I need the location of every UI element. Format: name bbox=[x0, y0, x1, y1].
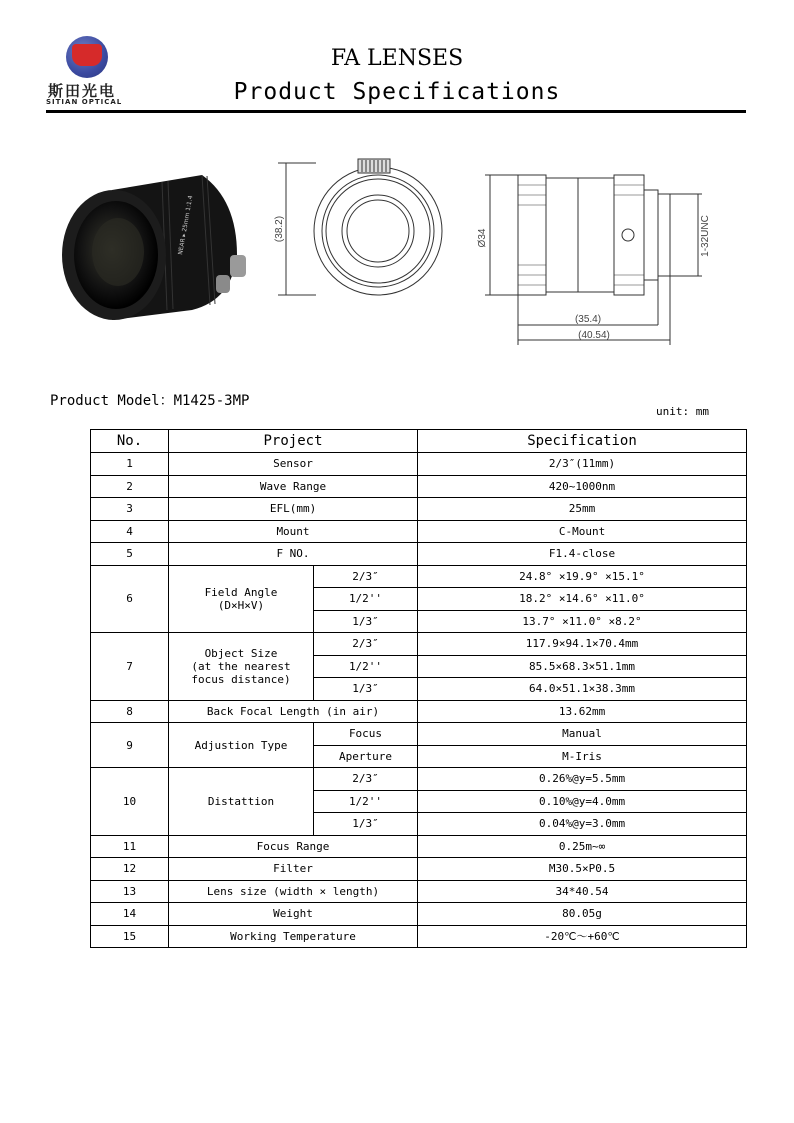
row-no: 3 bbox=[91, 498, 169, 521]
row-spec: Manual bbox=[418, 723, 747, 746]
page-title: FA LENSES bbox=[330, 46, 464, 71]
row-project: Lens size (width × length) bbox=[169, 880, 418, 903]
row-project: Focus Range bbox=[169, 835, 418, 858]
row-no: 10 bbox=[91, 768, 169, 836]
table-row bbox=[91, 475, 747, 498]
row-no: 4 bbox=[91, 520, 169, 543]
header-no: No. bbox=[91, 430, 169, 453]
svg-text:NEAR ▸ 25mm 1:1.4: NEAR ▸ 25mm 1:1.4 bbox=[177, 195, 195, 256]
row-spec: 85.5×68.3×51.1mm bbox=[418, 655, 747, 678]
header-specification: Specification bbox=[418, 430, 747, 453]
table-row bbox=[91, 700, 747, 723]
row-spec: 0.04%@y=3.0mm bbox=[418, 813, 747, 836]
row-spec: 13.7° ×11.0° ×8.2° bbox=[418, 610, 747, 633]
table-row bbox=[91, 903, 747, 926]
row-no: 15 bbox=[91, 925, 169, 948]
table-row bbox=[91, 453, 747, 476]
row-sub-label: 2/3″ bbox=[314, 565, 418, 588]
row-no: 12 bbox=[91, 858, 169, 881]
row-project: EFL(mm) bbox=[169, 498, 418, 521]
spec-table bbox=[90, 429, 747, 948]
table-row bbox=[91, 768, 747, 791]
table-row bbox=[91, 925, 747, 948]
side-view-drawing bbox=[470, 150, 720, 350]
row-no: 14 bbox=[91, 903, 169, 926]
row-spec: 24.8° ×19.9° ×15.1° bbox=[418, 565, 747, 588]
row-project: Wave Range bbox=[169, 475, 418, 498]
row-spec: 64.0×51.1×38.3mm bbox=[418, 678, 747, 701]
table-row bbox=[91, 858, 747, 881]
row-project: Object Size (at the nearest focus distance) bbox=[169, 633, 314, 701]
row-no: 1 bbox=[91, 453, 169, 476]
page-subtitle: Product Specifications bbox=[233, 79, 561, 105]
row-spec: M-Iris bbox=[418, 745, 747, 768]
row-spec: 0.25m~∞ bbox=[418, 835, 747, 858]
row-project: Filter bbox=[169, 858, 418, 881]
row-no: 8 bbox=[91, 700, 169, 723]
table-row bbox=[91, 880, 747, 903]
table-row bbox=[91, 565, 747, 588]
table-row bbox=[91, 520, 747, 543]
row-no: 6 bbox=[91, 565, 169, 633]
row-sub-label: 2/3″ bbox=[314, 633, 418, 656]
table-row bbox=[91, 633, 747, 656]
table-row bbox=[91, 498, 747, 521]
row-sub-label: 1/2'' bbox=[314, 790, 418, 813]
row-no: 5 bbox=[91, 543, 169, 566]
unit-label: unit: mm bbox=[656, 405, 709, 418]
header-project: Project bbox=[169, 430, 418, 453]
table-row bbox=[91, 835, 747, 858]
row-spec: 117.9×94.1×70.4mm bbox=[418, 633, 747, 656]
row-project: Working Temperature bbox=[169, 925, 418, 948]
row-sub-label: 2/3″ bbox=[314, 768, 418, 791]
row-sub-label: Aperture bbox=[314, 745, 418, 768]
row-spec: 0.26%@y=5.5mm bbox=[418, 768, 747, 791]
row-spec: 34*40.54 bbox=[418, 880, 747, 903]
row-spec: -20℃～+60℃ bbox=[418, 925, 747, 948]
row-spec: 80.05g bbox=[418, 903, 747, 926]
table-row bbox=[91, 723, 747, 746]
row-sub-label: 1/3″ bbox=[314, 610, 418, 633]
row-spec: 18.2° ×14.6° ×11.0° bbox=[418, 588, 747, 611]
row-spec: 2/3″(11mm) bbox=[418, 453, 747, 476]
row-spec: C-Mount bbox=[418, 520, 747, 543]
length-b-dim: (40.54) bbox=[578, 330, 610, 341]
row-spec: 25mm bbox=[418, 498, 747, 521]
product-model: Product Model：M1425-3MP bbox=[50, 393, 250, 409]
row-sub-label: Focus bbox=[314, 723, 418, 746]
row-sub-label: 1/3″ bbox=[314, 813, 418, 836]
row-no: 11 bbox=[91, 835, 169, 858]
row-no: 7 bbox=[91, 633, 169, 701]
row-spec: 420~1000nm bbox=[418, 475, 747, 498]
row-spec: F1.4-close bbox=[418, 543, 747, 566]
logo-name-en: SITIAN OPTICAL bbox=[46, 98, 123, 106]
lens-photo bbox=[52, 160, 252, 340]
table-header-row bbox=[91, 430, 747, 453]
row-project: Sensor bbox=[169, 453, 418, 476]
table-row bbox=[91, 543, 747, 566]
row-spec: 0.10%@y=4.0mm bbox=[418, 790, 747, 813]
row-project: Mount bbox=[169, 520, 418, 543]
front-height-dim: (38.2) bbox=[274, 215, 285, 243]
row-spec: 13.62mm bbox=[418, 700, 747, 723]
row-project: Adjustion Type bbox=[169, 723, 314, 768]
row-no: 2 bbox=[91, 475, 169, 498]
front-view-drawing bbox=[268, 155, 458, 300]
row-project: Weight bbox=[169, 903, 418, 926]
row-project: Distattion bbox=[169, 768, 314, 836]
row-no: 9 bbox=[91, 723, 169, 768]
length-a-dim: (35.4) bbox=[574, 314, 602, 325]
thread-dim: 1-32UNC bbox=[700, 215, 711, 257]
row-project: Field Angle (D×H×V) bbox=[169, 565, 314, 633]
logo-name-cn: 斯田光电 bbox=[48, 82, 117, 100]
row-sub-label: 1/2'' bbox=[314, 655, 418, 678]
row-project: Back Focal Length (in air) bbox=[169, 700, 418, 723]
row-no: 13 bbox=[91, 880, 169, 903]
row-project: F NO. bbox=[169, 543, 418, 566]
row-sub-label: 1/3″ bbox=[314, 678, 418, 701]
side-diameter-dim: Ø34 bbox=[477, 228, 488, 248]
row-spec: M30.5×P0.5 bbox=[418, 858, 747, 881]
header-rule bbox=[46, 110, 746, 113]
row-sub-label: 1/2'' bbox=[314, 588, 418, 611]
